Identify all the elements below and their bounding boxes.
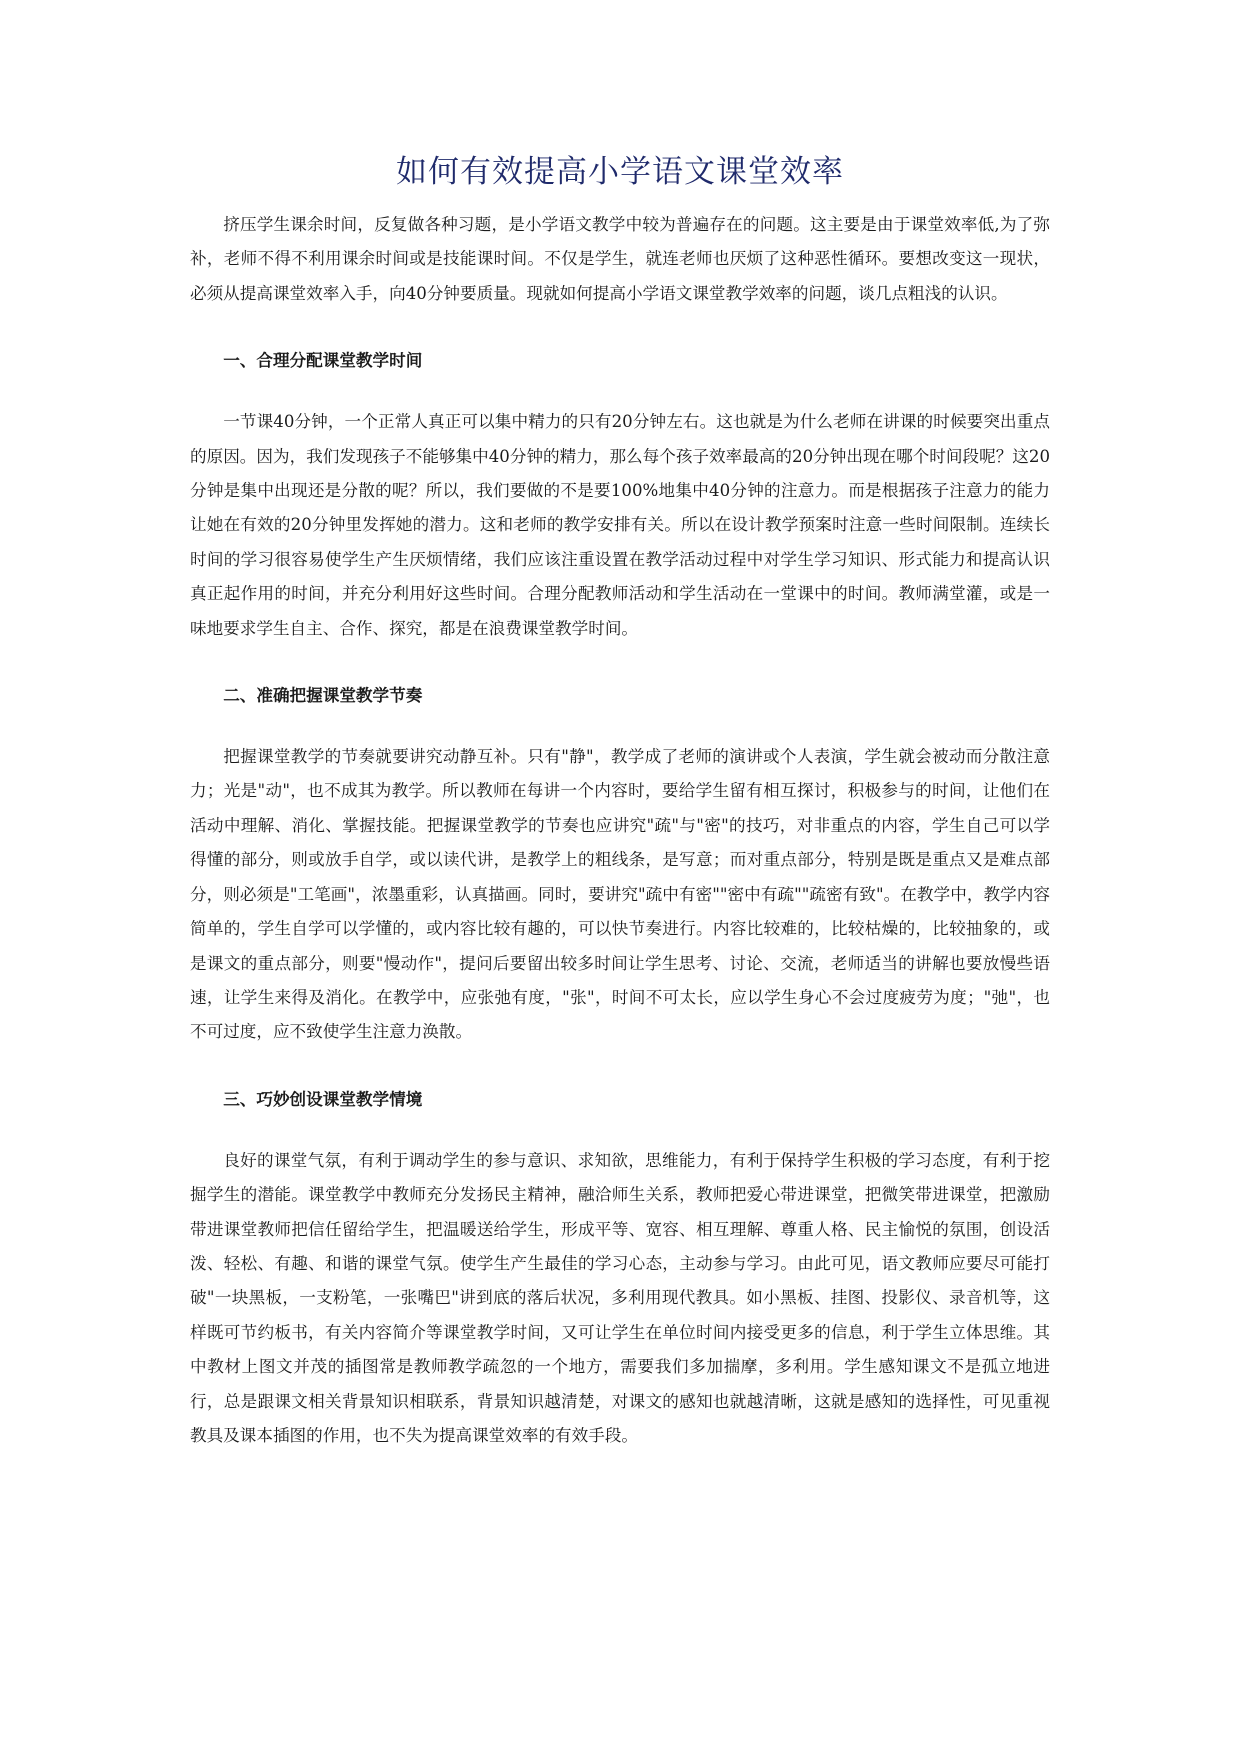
document-page xyxy=(190,150,1050,1453)
section-body-3: 良好的课堂气氛，有利于调动学生的参与意识、求知欲，思维能力，有利于保持学生积极的学习态度，有利于挖掘学生的潜能。课堂教学中教师充分发扬民主精神，融洽师生关系，教师把爱心带进课堂，把微笑带进课堂，把激励带进课堂教师把信任留给学生，把温暖送给学生，形成平等、宽容、相互理解、尊重人格、民主愉悦的氛围，创设活泼、轻松、有趣、和谐的课堂气氛。使学生产生最佳的学习心态，主动参与学习。由此可见，语文教师应要尽可能打破"一块黑板，一支粉笔，一张嘴巴"讲到底的落后状况，多利用现代教具。如小黑板、挂图、投影仪、录音机等，这样既可节约板书，有关内容简介等课堂教学时间，又可让学生在单位时间内接受更多的信息，利于学生立体思维。其中教材上图文并茂的插图常是教师教学疏忽的一个地方，需要我们多加揣摩，多利用。学生感知课文不是孤立地进行，总是跟课文相关背景知识相联系，背景知识越清楚，对课文的感知也就越清晰，这就是感知的选择性，可见重视教具及课本插图的作用，也不失为提高课堂效率的有效手段。 xyxy=(190,1150,1050,1445)
document-title: 如何有效提高小学语文课堂效率 xyxy=(396,154,844,190)
section-heading-1: 一、合理分配课堂教学时间 xyxy=(223,350,423,371)
intro-paragraph: 挤压学生课余时间，反复做各种习题，是小学语文教学中较为普遍存在的问题。这主要是由于课堂效率低,为了弥补，老师不得不利用课余时间或是技能课时间。不仅是学生，就连老师也厌烦了这种恶性循环。要想改变这一现状，必须从提高课堂效率入手，向40分钟要质量。现就如何提高小学语文课堂教学效率的问题，谈几点粗浅的认识。 xyxy=(190,215,1050,303)
section-body-2: 把握课堂教学的节奏就要讲究动静互补。只有"静"，教学成了老师的演讲或个人表演，学生就会被动而分散注意力；光是"动"，也不成其为教学。所以教师在每讲一个内容时，要给学生留有相互探讨，积极参与的时间，让他们在活动中理解、消化、掌握技能。把握课堂教学的节奏也应讲究"疏"与"密"的技巧，对非重点的内容，学生自己可以学得懂的部分，则或放手自学，或以读代讲，是教学上的粗线条，是写意；而对重点部分，特别是既是重点又是难点部分，则必须是"工笔画"，浓墨重彩，认真描画。同时，要讲究"疏中有密""密中有疏""疏密有致"。在教学中，教学内容简单的，学生自学可以学懂的，或内容比较有趣的，可以快节奏进行。内容比较难的，比较枯燥的，比较抽象的，或是课文的重点部分，则要"慢动作"，提问后要留出较多时间让学生思考、讨论、交流，老师适当的讲解也要放慢些语速，让学生来得及消化。在教学中，应张弛有度，"张"，时间不可太长，应以学生身心不会过度疲劳为度；"弛"，也不可过度，应不致使学生注意力涣散。 xyxy=(190,747,1050,1042)
section-heading-2: 二、准确把握课堂教学节奏 xyxy=(223,685,423,706)
section-body-1: 一节课40分钟，一个正常人真正可以集中精力的只有20分钟左右。这也就是为什么老师在讲课的时候要突出重点的原因。因为，我们发现孩子不能够集中40分钟的精力，那么每个孩子效率最高的20分钟出现在哪个时间段呢？这20分钟是集中出现还是分散的呢？所以，我们要做的不是要100%地集中40分钟的注意力。而是根据孩子注意力的能力让她在有效的20分钟里发挥她的潜力。这和老师的教学安排有关。所以在设计教学预案时注意一些时间限制。连续长时间的学习很容易使学生产生厌烦情绪，我们应该注重设置在教学活动过程中对学生学习知识、形式能力和提高认识真正起作用的时间，并充分利用好这些时间。合理分配教师活动和学生活动在一堂课中的时间。教师满堂灌，或是一味地要求学生自主、合作、探究，都是在浪费课堂教学时间。 xyxy=(190,412,1050,638)
section-heading-3: 三、巧妙创设课堂教学情境 xyxy=(223,1088,423,1109)
